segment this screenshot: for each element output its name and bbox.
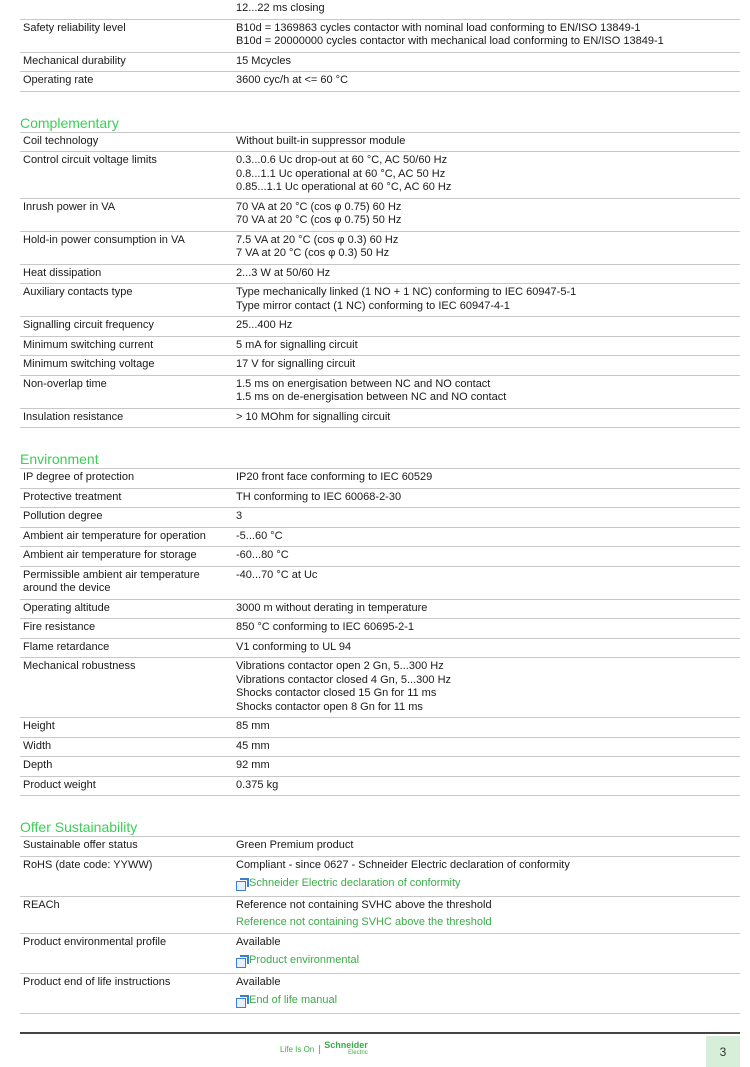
table-row bbox=[20, 265, 740, 285]
row-label: Minimum switching voltage bbox=[23, 358, 155, 370]
row-value: -5...60 °C bbox=[236, 529, 283, 542]
row-label: Non-overlap time bbox=[23, 377, 107, 390]
row-label: Signalling circuit frequency bbox=[23, 319, 154, 331]
table-row bbox=[20, 508, 740, 528]
environment-table bbox=[20, 469, 740, 796]
row-label: Coil technology bbox=[23, 134, 99, 147]
row-value: 3000 m without derating in temperature bbox=[236, 601, 428, 614]
end-of-life-link-text[interactable]: End of life manual bbox=[249, 994, 338, 1006]
table-row bbox=[20, 284, 740, 317]
row-label: Insulation resistance bbox=[23, 410, 124, 423]
row-value: Vibrations contactor open 2 Gn, 5...300 Hz bbox=[236, 660, 444, 672]
row-value: -60...80 °C bbox=[236, 549, 289, 561]
table-row bbox=[20, 658, 740, 718]
row-label: Product environmental profile bbox=[23, 935, 167, 948]
row-label: Auxiliary contacts type bbox=[23, 286, 133, 298]
table-row bbox=[20, 20, 740, 53]
end-of-life-link[interactable] bbox=[236, 994, 740, 1008]
brand-name: Schneider bbox=[324, 1040, 368, 1050]
declaration-link[interactable] bbox=[236, 877, 740, 891]
row-value: 15 Mcycles bbox=[236, 54, 292, 67]
row-value: 0.8...1.1 Uc operational at 60 °C, AC 50 Hz bbox=[236, 167, 446, 180]
row-label: Depth bbox=[23, 759, 53, 771]
row-label: IP degree of protection bbox=[23, 471, 135, 483]
row-label: Heat dissipation bbox=[23, 266, 102, 279]
row-label: Ambient air temperature for operation bbox=[23, 529, 206, 542]
row-label: Mechanical durability bbox=[23, 54, 126, 67]
external-link-icon bbox=[236, 995, 248, 1007]
table-row bbox=[20, 738, 740, 758]
row-value: Shocks contactor open 8 Gn for 11 ms bbox=[236, 700, 423, 713]
table-row bbox=[20, 528, 740, 548]
table-row bbox=[20, 199, 740, 232]
schneider-logo bbox=[280, 1041, 368, 1057]
row-value: Green Premium product bbox=[236, 839, 354, 851]
row-value: Without built-in suppressor module bbox=[236, 134, 406, 147]
top-table bbox=[20, 0, 740, 92]
footer-divider bbox=[20, 1032, 740, 1034]
table-row bbox=[20, 777, 740, 797]
table-row bbox=[20, 718, 740, 738]
row-value: Vibrations contactor closed 4 Gn, 5...300 Hz bbox=[236, 673, 452, 686]
table-row bbox=[20, 974, 740, 1014]
row-label: Protective treatment bbox=[23, 490, 122, 503]
row-value: 17 V for signalling circuit bbox=[236, 358, 356, 370]
row-value: 7.5 VA at 20 °C (cos φ 0.3) 60 Hz bbox=[236, 233, 399, 246]
row-label: Operating rate bbox=[23, 74, 94, 86]
row-label: Hold-in power consumption in VA bbox=[23, 233, 185, 246]
row-value: IP20 front face conforming to IEC 60529 bbox=[236, 471, 433, 483]
row-value: 850 °C conforming to IEC 60695-2-1 bbox=[236, 621, 415, 633]
row-value: 1.5 ms on de-energisation between NC and NO contact bbox=[236, 391, 507, 403]
section-title-complementary: Complementary bbox=[20, 115, 740, 133]
table-row bbox=[20, 547, 740, 567]
page-number: 3 bbox=[706, 1036, 740, 1067]
row-label: Minimum switching current bbox=[23, 338, 154, 351]
row-label: Ambient air temperature for storage bbox=[23, 549, 197, 561]
reach-green-text: Reference not containing SVHC above the threshold bbox=[236, 916, 492, 928]
continuation-value: 12...22 ms closing bbox=[236, 2, 325, 14]
table-row bbox=[20, 469, 740, 489]
row-value: V1 conforming to UL 94 bbox=[236, 640, 352, 653]
table-row bbox=[20, 337, 740, 357]
row-label: Product end of life instructions bbox=[23, 975, 171, 988]
row-label: Fire resistance bbox=[23, 621, 96, 633]
row-value: Available bbox=[236, 975, 281, 988]
table-row bbox=[20, 600, 740, 620]
table-row bbox=[20, 0, 740, 20]
row-label: REACh bbox=[23, 898, 60, 911]
row-label: Mechanical robustness bbox=[23, 660, 136, 672]
row-value: 70 VA at 20 °C (cos φ 0.75) 60 Hz bbox=[236, 200, 402, 213]
row-value: 2...3 W at 50/60 Hz bbox=[236, 266, 331, 279]
row-value: 0.3...0.6 Uc drop-out at 60 °C, AC 50/60 Hz bbox=[236, 154, 448, 166]
row-value: Available bbox=[236, 935, 281, 948]
table-row bbox=[20, 133, 740, 153]
external-link-icon bbox=[236, 878, 248, 890]
row-value: 3600 cyc/h at <= 60 °C bbox=[236, 74, 349, 86]
row-value: > 10 MOhm for signalling circuit bbox=[236, 410, 391, 423]
environmental-profile-link-text[interactable]: Product environmental bbox=[249, 954, 360, 966]
row-label: Width bbox=[23, 739, 52, 752]
row-value: Shocks contactor closed 15 Gn for 11 ms bbox=[236, 687, 437, 699]
row-value: B10d = 1369863 cycles contactor with nominal load conforming to EN/ISO 13849-1 bbox=[236, 21, 641, 34]
row-value: Type mechanically linked (1 NO + 1 NC) conforming to IEC 60947-5-1 bbox=[236, 286, 577, 298]
table-row bbox=[20, 376, 740, 409]
table-row bbox=[20, 639, 740, 659]
row-value: 1.5 ms on energisation between NC and NO contact bbox=[236, 377, 491, 390]
table-row bbox=[20, 152, 740, 199]
row-value: 85 mm bbox=[236, 720, 270, 732]
brand-sub: Electric bbox=[348, 1050, 368, 1056]
row-value: 5 mA for signalling circuit bbox=[236, 338, 358, 351]
row-label: Inrush power in VA bbox=[23, 200, 116, 213]
row-value: -40...70 °C at Uc bbox=[236, 568, 318, 581]
table-row bbox=[20, 72, 740, 92]
row-value: 45 mm bbox=[236, 739, 270, 752]
datasheet-page bbox=[20, 0, 740, 1014]
table-row bbox=[20, 53, 740, 73]
row-label: Sustainable offer status bbox=[23, 839, 138, 851]
table-row bbox=[20, 567, 740, 600]
table-row bbox=[20, 317, 740, 337]
row-label: Permissible ambient air temperature around the device bbox=[23, 568, 200, 594]
row-label: Pollution degree bbox=[23, 510, 103, 522]
table-row bbox=[20, 837, 740, 857]
row-label: Product weight bbox=[23, 778, 96, 791]
row-value: 0.375 kg bbox=[236, 778, 279, 791]
table-row bbox=[20, 934, 740, 974]
row-value: 25...400 Hz bbox=[236, 319, 293, 331]
row-label: Operating altitude bbox=[23, 601, 110, 614]
row-value: 7 VA at 20 °C (cos φ 0.3) 50 Hz bbox=[236, 247, 390, 259]
table-row bbox=[20, 757, 740, 777]
table-row bbox=[20, 409, 740, 429]
sustainability-table bbox=[20, 837, 740, 1014]
external-link-icon bbox=[236, 955, 248, 967]
top-rows bbox=[20, 20, 740, 92]
row-value: 0.85...1.1 Uc operational at 60 °C, AC 60 Hz bbox=[236, 181, 452, 193]
row-label: RoHS (date code: YYWW) bbox=[23, 858, 153, 871]
row-value: 92 mm bbox=[236, 759, 270, 771]
row-label: Control circuit voltage limits bbox=[23, 154, 157, 166]
row-value: 3 bbox=[236, 510, 243, 522]
row-value: Type mirror contact (1 NC) conforming to IEC 60947-4-1 bbox=[236, 299, 510, 312]
table-row bbox=[20, 232, 740, 265]
row-label: Safety reliability level bbox=[23, 21, 126, 34]
complementary-table bbox=[20, 133, 740, 429]
row-value: TH conforming to IEC 60068-2-30 bbox=[236, 490, 402, 503]
row-value: B10d = 20000000 cycles contactor with mechanical load conforming to EN/ISO 13849-1 bbox=[236, 35, 664, 47]
section-title-sustainability: Offer Sustainability bbox=[20, 819, 740, 837]
table-row bbox=[20, 897, 740, 934]
row-value: Compliant - since 0627 - Schneider Electric declaration of conformity bbox=[236, 858, 570, 871]
declaration-link-text[interactable]: Schneider Electric declaration of conformity bbox=[249, 877, 461, 889]
row-value: 70 VA at 20 °C (cos φ 0.75) 50 Hz bbox=[236, 214, 402, 226]
tagline: Life Is On bbox=[280, 1045, 320, 1054]
table-row bbox=[20, 356, 740, 376]
table-row bbox=[20, 619, 740, 639]
environmental-profile-link[interactable] bbox=[236, 954, 740, 968]
row-label: Flame retardance bbox=[23, 640, 110, 653]
row-label: Height bbox=[23, 720, 55, 732]
row-value: Reference not containing SVHC above the threshold bbox=[236, 898, 492, 911]
section-title-environment: Environment bbox=[20, 451, 740, 469]
table-row bbox=[20, 857, 740, 897]
table-row bbox=[20, 489, 740, 509]
